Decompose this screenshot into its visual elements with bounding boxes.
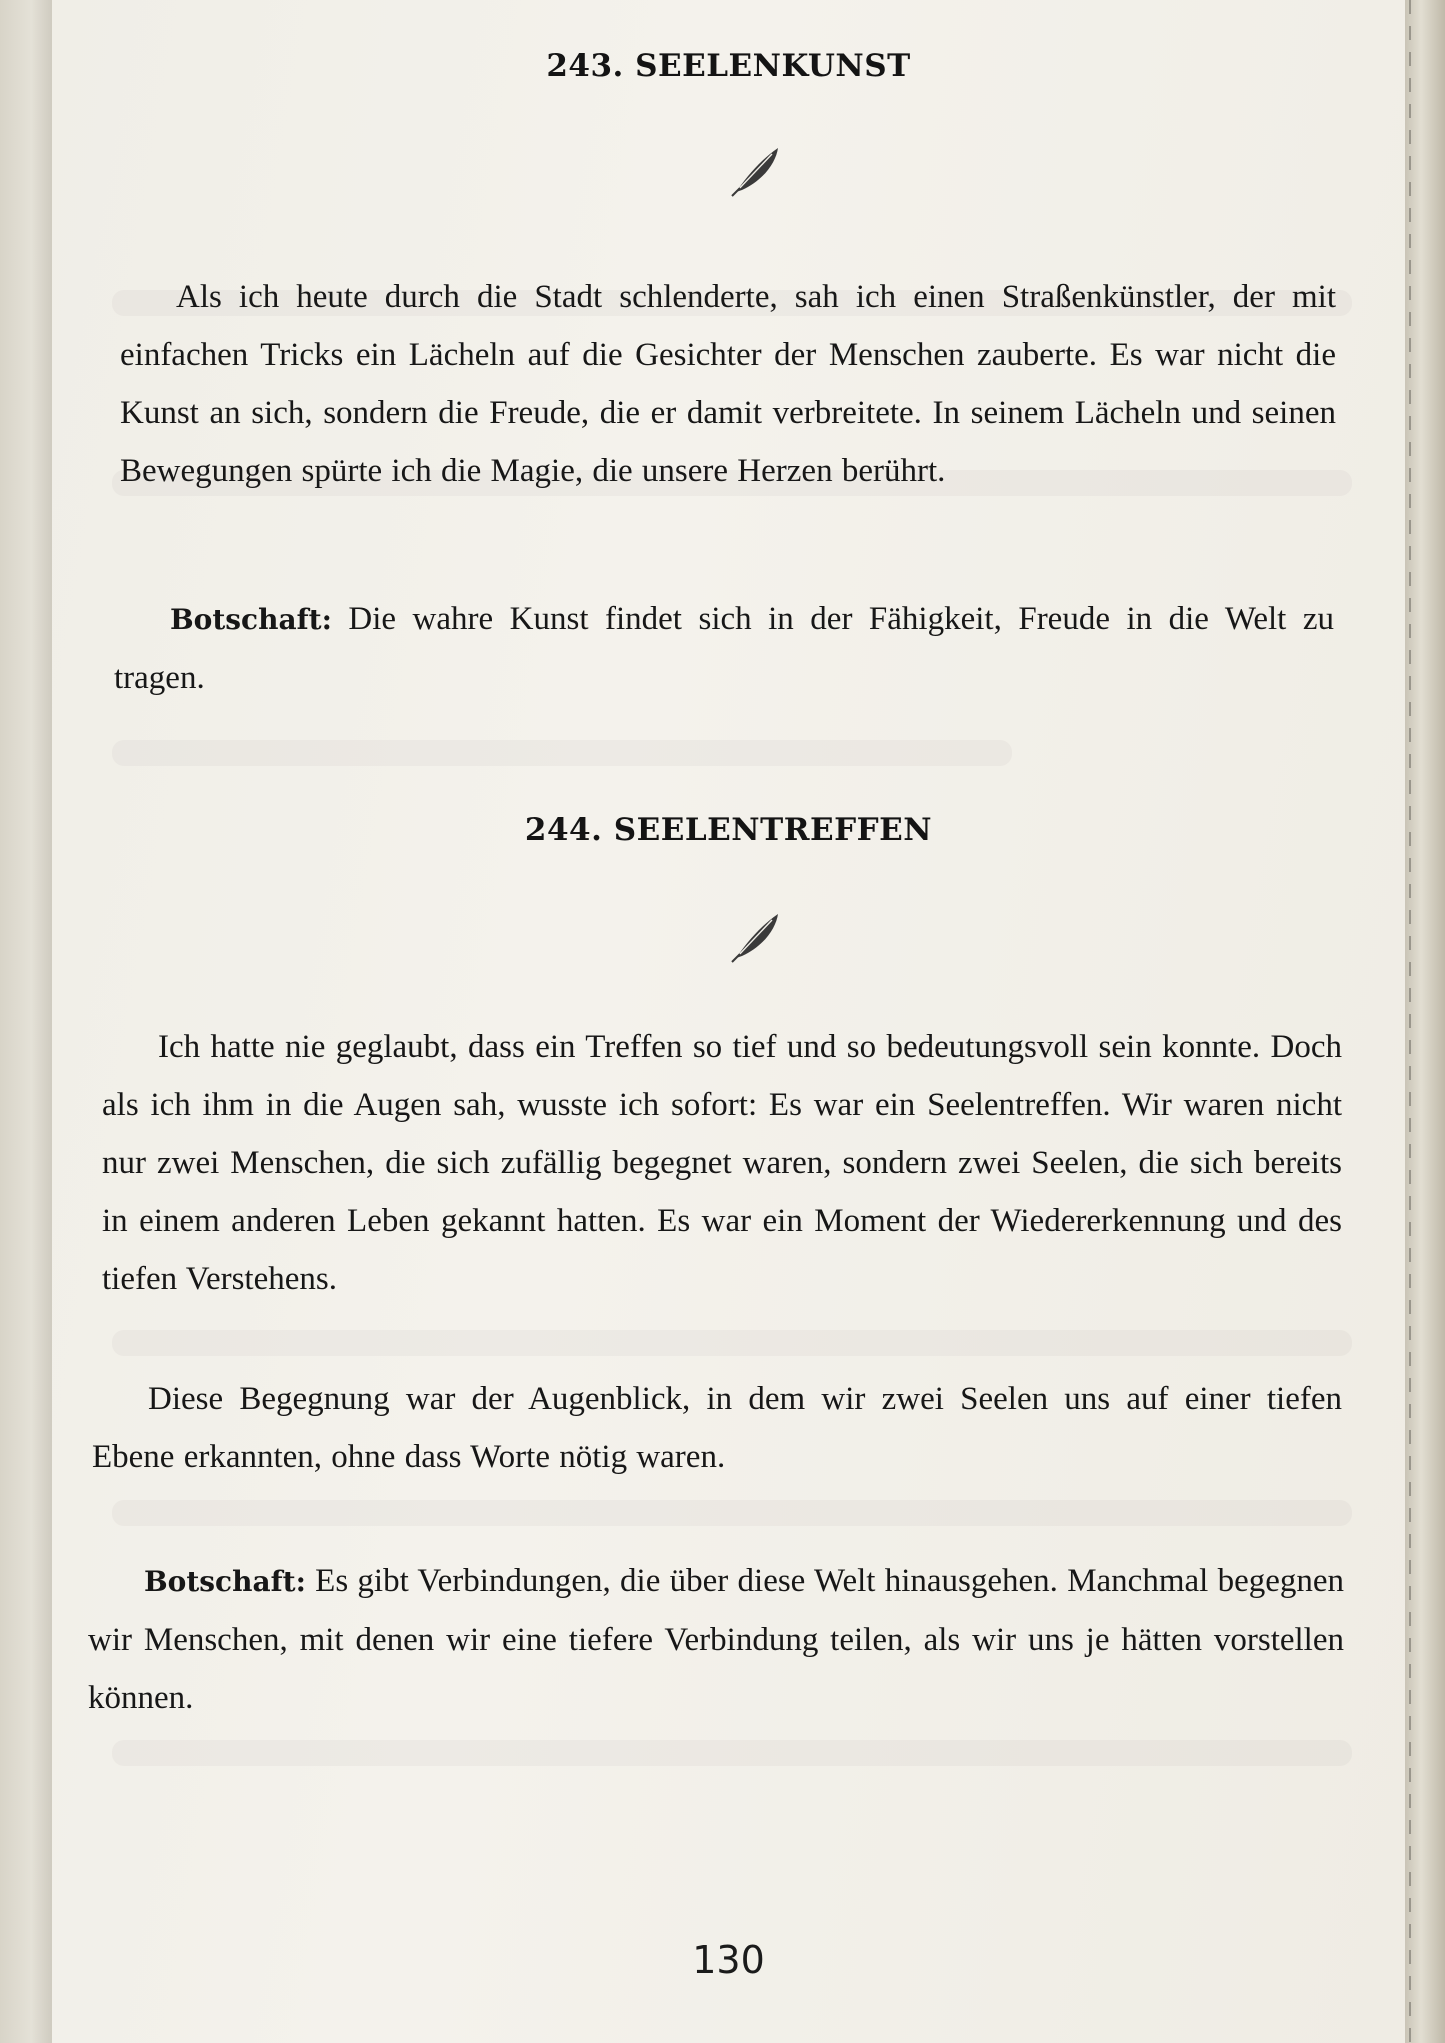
left-page-edge	[0, 0, 52, 2043]
section-heading: 244. SEELENTREFFEN	[524, 812, 933, 848]
show-through-line	[112, 1740, 1352, 1766]
section-heading: 243. SEELENKUNST	[546, 48, 911, 84]
feather-icon	[728, 906, 788, 966]
message-paragraph	[88, 1552, 1344, 1727]
message-text: Es gibt Verbindungen, die über diese Welt hinausgehen. Manchmal begegnen wir Menschen, mit denen wir eine tiefere Verbindung teilen, als wir uns je hätten vorstellen können.	[88, 1563, 1345, 1716]
feather-icon	[728, 140, 788, 200]
message-label: Botschaft:	[170, 603, 332, 636]
show-through-line	[112, 1330, 1352, 1356]
body-paragraph: Diese Begegnung war der Augenblick, in dem wir zwei Seelen uns auf einer tiefen Ebene erkannten, ohne dass Worte nötig waren.	[92, 1381, 1342, 1475]
message-text: Die wahre Kunst findet sich in der Fähigkeit, Freude in die Welt zu tragen.	[114, 601, 1334, 696]
page-number: 130	[692, 1938, 765, 1982]
right-page-stack	[1405, 0, 1445, 2043]
message-label: Botschaft:	[144, 1565, 306, 1598]
body-paragraph: Ich hatte nie geglaubt, dass ein Treffen so tief und so bedeutungsvoll sein konnte. Doch als ich ihm in die Augen sah, wusste ich sofort: Es war ein Seelentreffen. Wir waren nicht nur zwei Menschen, die sich zufällig begegnet waren, sondern zwei Seelen, die sich bereits in einem anderen Leben gekannt hatten. Es war ein Moment der Wiedererkennung und des tiefen Verstehens.	[102, 1029, 1342, 1297]
show-through-line	[112, 740, 1012, 766]
body-paragraph: Als ich heute durch die Stadt schlenderte, sah ich einen Straßenkünstler, der mit einfachen Tricks ein Lächeln auf die Gesichter der Menschen zauberte. Es war nicht die Kunst an sich, sondern die Freude, die er damit verbreitete. In seinem Lächeln und seinen Bewegungen spürte ich die Magie, die unsere Herzen berührt.	[120, 279, 1336, 489]
show-through-line	[112, 1500, 1352, 1526]
book-page	[52, 0, 1405, 2043]
message-paragraph	[114, 590, 1334, 707]
page-stack-line	[1409, 0, 1411, 2043]
